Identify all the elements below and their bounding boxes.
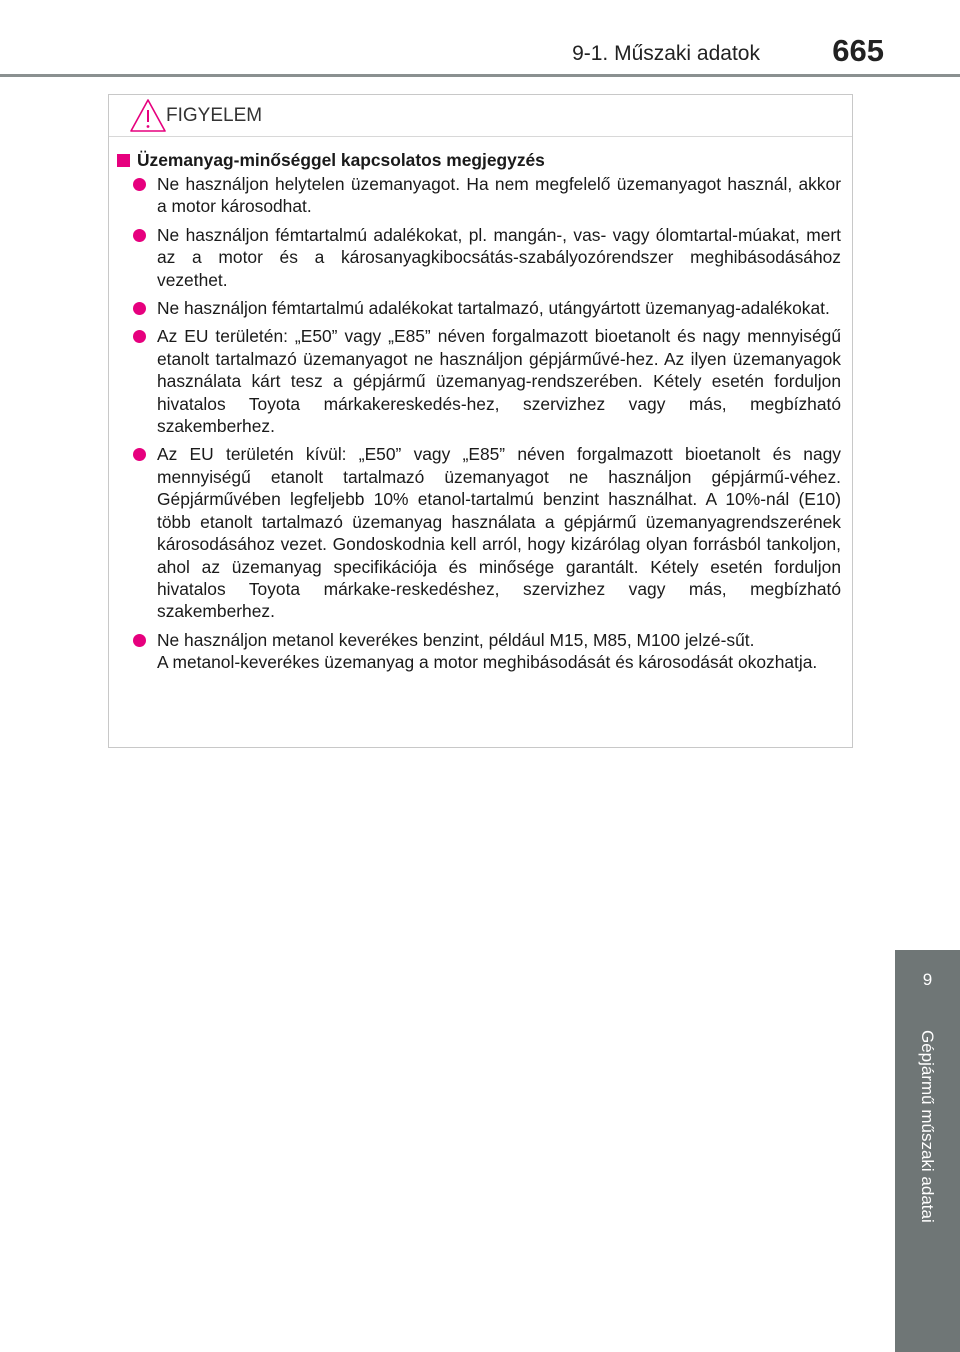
list-item: [127, 173, 841, 218]
list-item-text: Ne használjon metanol keverékes benzint, például M15, M85, M100 jelzé-sűt.: [157, 629, 755, 650]
round-bullet-icon: [133, 229, 146, 242]
page-header: [0, 0, 960, 80]
round-bullet-icon: [133, 178, 146, 191]
warning-body: [109, 149, 852, 680]
warning-title: FIGYELEM: [166, 105, 263, 126]
page-number: 665: [832, 33, 884, 68]
chapter-side-tab: [895, 950, 960, 1352]
header-divider: [0, 74, 960, 77]
list-item-text: Az EU területén kívül: „E50” vagy „E85” néven forgalmazott bioetanolt és nagy mennyiségű etanolt tartalmazó üzemanyagot ne használjon gépjármű-véhez. Gépjárművében legfeljebb 10% etanol-tartalmú benzint használhat. A 10%-nál (E10) több etanolt tartalmazó üzemanyag használata a gépjármű üzemanyagrendszerének károsodásához vezet. Gondoskodnia kell arról, hogy kizárólag olyan forrásból tankoljon, ahol az üzemanyag specifikációja és minősége garantált. Kétely esetén forduljon hivatalos Toyota márkake-reskedéshez, szervizhez vagy más, megbízható szakemberhez.: [157, 444, 841, 622]
square-bullet-icon: [117, 154, 130, 167]
topic-heading: [127, 149, 841, 171]
list-item-text: Ne használjon helytelen üzemanyagot. Ha nem megfelelő üzemanyagot használ, akkor a motor károsodhat.: [157, 174, 841, 217]
warning-box: [108, 94, 853, 748]
list-item-note: A metanol-keverékes üzemanyag a motor meghibásodását és károsodását okozhatja.: [157, 652, 818, 673]
warning-triangle-icon: [129, 98, 167, 133]
round-bullet-icon: [133, 330, 146, 343]
list-item-text: Ne használjon fémtartalmú adalékokat, pl. mangán-, vas- vagy ólomtartal-múakat, mert az a motor és a károsanyagkibocsátás-szabályozórendszer meghibásodásához vezethet.: [157, 224, 841, 290]
list-item: [127, 297, 841, 319]
section-title: 9-1. Műszaki adatok: [572, 42, 760, 65]
list-item: [127, 629, 841, 674]
round-bullet-icon: [133, 634, 146, 647]
list-item: [127, 443, 841, 622]
round-bullet-icon: [133, 302, 146, 315]
list-item: [127, 325, 841, 437]
warning-header: [109, 95, 852, 137]
topic-heading-text: Üzemanyag-minőséggel kapcsolatos megjegyzés: [137, 150, 545, 170]
list-item-text: Az EU területén: „E50” vagy „E85” néven forgalmazott bioetanolt és nagy mennyiségű etanolt tartalmazó üzemanyagot ne használjon gépjárművé-hez. Az ilyen üzemanyagok használata kárt tesz a gépjármű üzemanyag-rendszerében. Kétely esetén forduljon hivatalos Toyota márkakereskedés-hez, szervizhez vagy más, megbízható szakemberhez.: [157, 326, 841, 437]
list-item-text: Ne használjon fémtartalmú adalékokat tartalmazó, utángyártott üzemanyag-adalékokat.: [157, 298, 830, 319]
round-bullet-icon: [133, 448, 146, 461]
list-item: [127, 224, 841, 291]
chapter-label: Gépjármű műszaki adatai: [918, 1030, 937, 1223]
chapter-number: 9: [922, 970, 933, 989]
